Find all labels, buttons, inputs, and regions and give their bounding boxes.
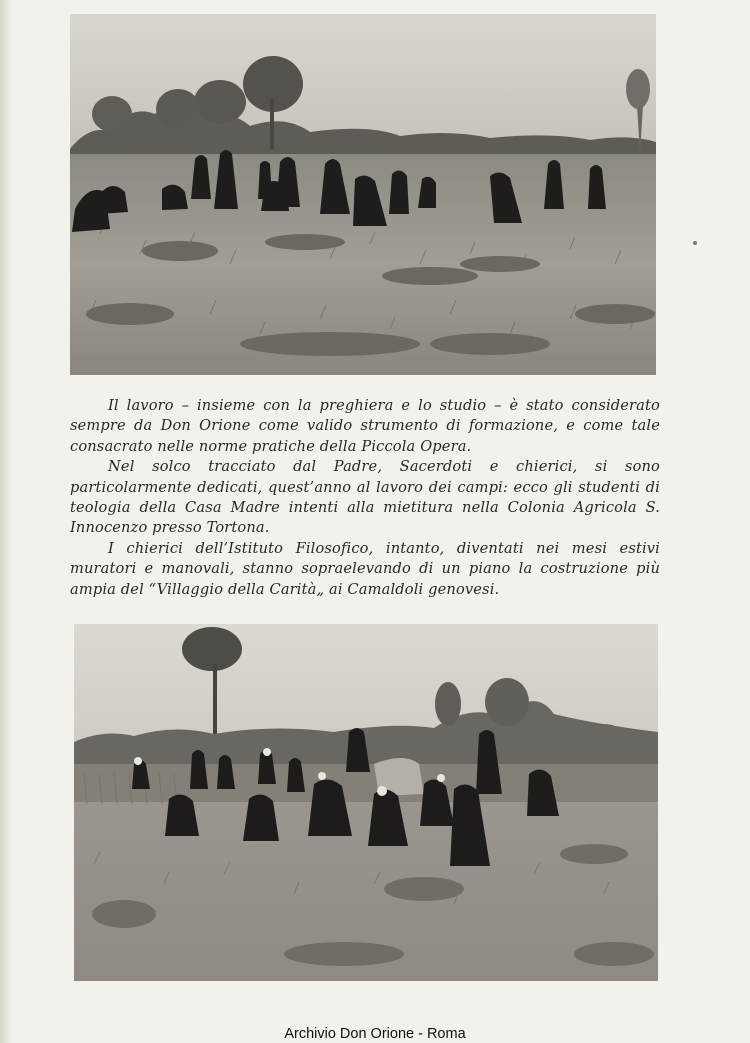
paragraph-3: I chierici dell’Istituto Filosofico, intanto, diventati nei mesi estivi muratori e manovali, stanno sopraelevando di un piano la costruzione più ampia del “Villaggio della Carità„ ai Camaldoli genovesi.: [70, 539, 660, 598]
paragraph-2: Nel solco tracciato dal Padre, Sacerdoti e chierici, si sono particolarmente dedicati, quest’anno al lavoro dei campi: ecco gli studenti di teologia della Casa Madre intenti alla mietitura nella Colonia Agricola S. Innocenzo presso Tortona.: [70, 458, 660, 537]
archive-footer: Archivio Don Orione - Roma: [284, 1026, 466, 1042]
article-text: [70, 396, 660, 600]
page-binding-edge: [0, 0, 14, 1043]
photo-harvest-field-bottom: [74, 624, 658, 981]
paper-speck: [693, 241, 697, 245]
paragraph-1: Il lavoro – insieme con la preghiera e lo studio – è stato considerato sempre da Don Orione come valido strumento di formazione, e come tale consacrato nelle norme pratiche della Piccola Opera.: [70, 397, 660, 455]
photo-harvest-field-top: [70, 14, 656, 375]
